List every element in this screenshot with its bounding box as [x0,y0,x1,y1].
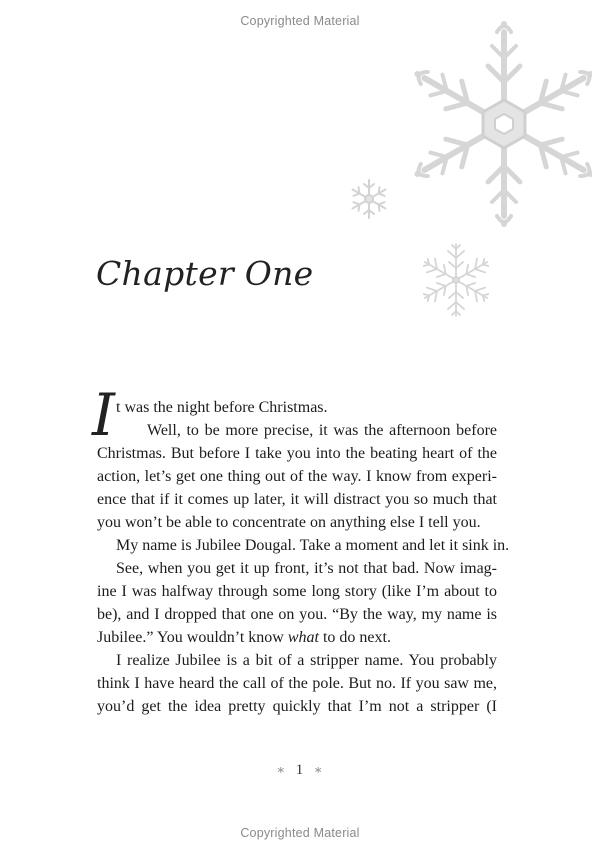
body-line: ine I was halfway through some long story (like I’m about to [97,583,497,600]
body-line-part: to do next. [318,629,391,646]
folio-star-icon: ∗ [276,762,287,777]
body-line: ence that if it comes up later, it will distract you so much that [97,491,497,508]
small-snowflake-icon [346,176,392,222]
watermark-bottom: Copyrighted Material [240,826,360,840]
drop-cap-letter: I [92,381,115,449]
emphasis-word: what [287,629,319,646]
body-line: See, when you get it up front, it’s not that bad. Now imag- [116,560,497,577]
body-line: Christmas. But before I take you into the beating heart of the [97,445,497,462]
body-line: I realize Jubilee is a bit of a stripper name. You probably [116,652,497,669]
body-line: think I have heard the call of the pole. But no. If you saw me, [97,675,497,692]
page-number-folio [0,762,600,779]
body-line: you won’t be able to concentrate on anything else I tell you. [97,514,481,531]
body-line: t was the night before Christmas. [116,399,328,416]
body-line [97,626,497,649]
body-line-part: Jubilee.” You wouldn’t know [97,629,288,646]
body-line: My name is Jubilee Dougal. Take a moment and let it sink in. [116,537,510,554]
body-text [97,396,510,718]
folio-star-icon: ∗ [313,762,324,777]
watermark-top: Copyrighted Material [240,14,360,28]
large-snowflake-icon [392,12,592,242]
medium-snowflake-icon [418,238,494,322]
body-line: you’d get the idea pretty quickly that I’m not a stripper (I [97,698,497,715]
body-line: action, let’s get one thing out of the way. I know from experi- [97,468,497,485]
page-number: 1 [295,762,305,778]
body-line: Well, to be more precise, it was the afternoon before [147,422,497,439]
body-line: be), and I dropped that one on you. “By the way, my name is [97,606,497,623]
chapter-title: Chapter One [96,254,314,293]
